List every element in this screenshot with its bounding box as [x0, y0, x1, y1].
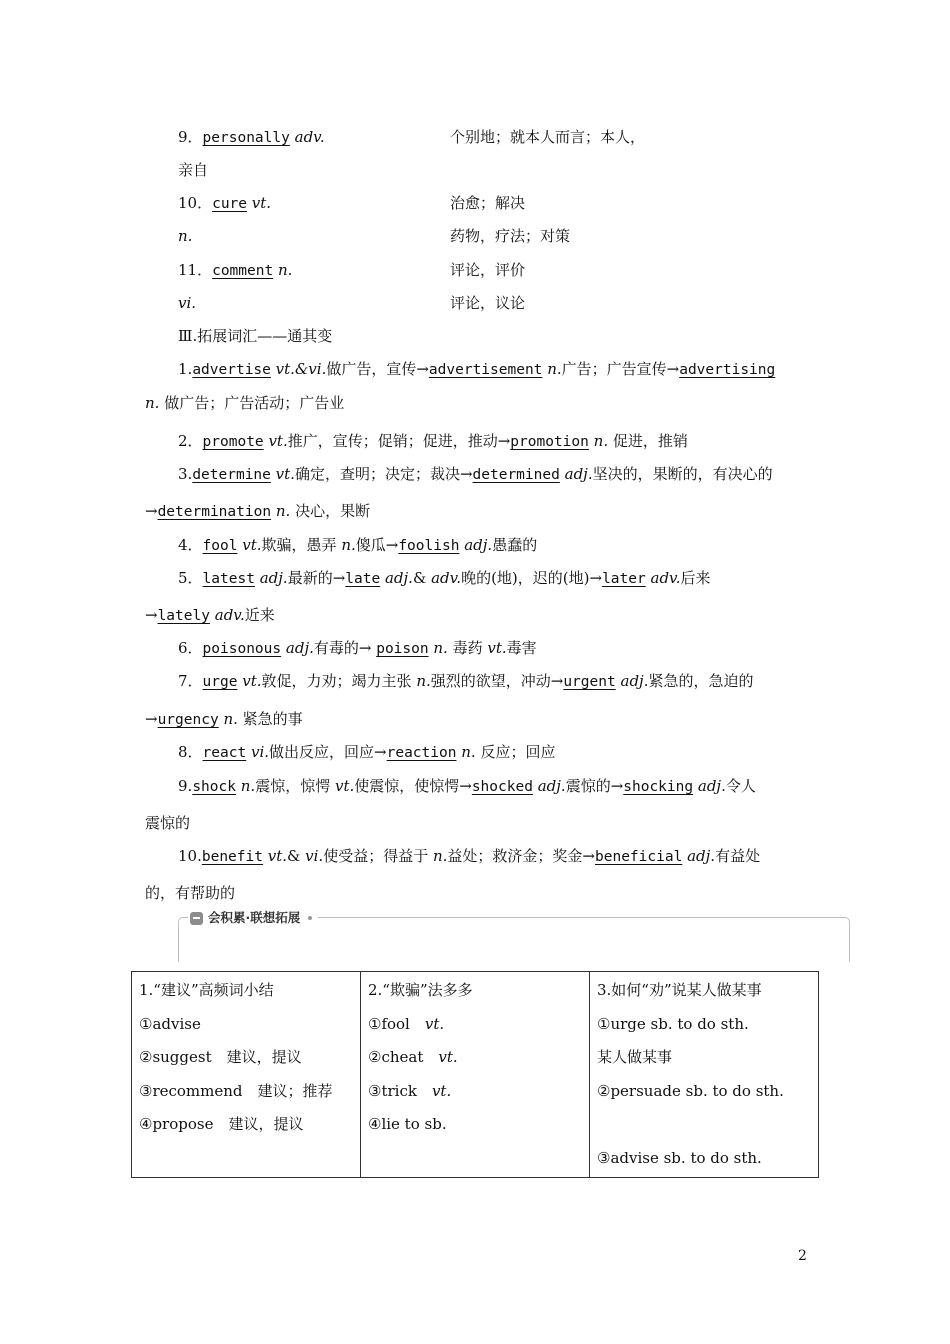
ext-item-9-cont — [145, 812, 190, 834]
table-cell-advise — [132, 972, 361, 1178]
definition-text: 做出反应，回应→ — [269, 743, 387, 761]
vocab-9-line: 9．personally adv. — [178, 128, 325, 146]
vocab-10-meaning2: 药物，疗法；对策 — [450, 227, 571, 245]
vocab-word: promote — [202, 434, 264, 450]
table-cell-line: ③advise sb. to do sth. — [597, 1148, 762, 1167]
part-of-speech: adj. — [620, 672, 649, 690]
table-cell-line: ②cheat vt. — [368, 1048, 458, 1066]
ext-item-9 — [178, 775, 756, 798]
definition-text: 促进，推销 — [608, 432, 688, 450]
definition-text: → — [145, 710, 158, 728]
vocab-10-pos2: n. — [178, 227, 193, 245]
table-cell-line: ①advise — [139, 1014, 201, 1033]
definition-text: 紧急的，急迫的 — [648, 672, 754, 690]
definition-text: 7． — [178, 672, 203, 690]
vocab-word: urgency — [157, 712, 219, 728]
ext-item-1 — [178, 358, 775, 381]
vocab-11-meaning2: 评论，议论 — [450, 294, 526, 312]
vocab-word: latest — [202, 571, 255, 587]
definition-text: 反应；回应 — [475, 743, 556, 761]
table-cell-deceive — [361, 972, 590, 1178]
table-cell-line: ③trick vt. — [368, 1081, 452, 1100]
part-of-speech: n. — [275, 502, 291, 520]
table-cell-line: ④propose 建议，提议 — [139, 1115, 304, 1133]
definition-text: 坚决的，果断的，有决心的 — [592, 465, 773, 483]
definition-text: 欺骗，愚弄 — [261, 536, 342, 554]
section-icon — [190, 912, 203, 925]
table-cell-line: ①fool vt. — [368, 1014, 445, 1033]
definition-text: 有毒的→ — [313, 639, 377, 657]
vocab-word: urge — [202, 674, 238, 690]
table-cell-line: ②suggest 建议，提议 — [139, 1048, 302, 1066]
vocab-word: determined — [472, 467, 560, 483]
table-cell-line: ④lie to sb. — [368, 1115, 447, 1133]
ext-item-3-cont — [145, 500, 370, 523]
part-of-speech: vt.&vi. — [275, 360, 327, 378]
part-of-speech: adv. — [214, 606, 245, 624]
definition-text: 近来 — [244, 606, 275, 624]
definition-text: 晚的(地)，迟的(地)→ — [461, 569, 603, 587]
definition-text: 10. — [178, 847, 202, 865]
part-of-speech: n. — [433, 639, 448, 657]
definition-text: 傻瓜→ — [355, 536, 399, 554]
ext-item-8 — [178, 741, 555, 764]
part-of-speech: n. — [593, 432, 609, 450]
ext-item-1-cont — [145, 392, 344, 414]
part-of-speech: vt. — [267, 847, 288, 865]
section-box-title — [188, 908, 318, 928]
vocab-word: foolish — [398, 538, 460, 554]
section3-title: Ⅲ.拓展词汇——通其变 — [178, 327, 333, 345]
definition-text: 使受益；得益于 — [323, 847, 433, 865]
ext-item-10-cont — [145, 882, 235, 904]
part-of-speech: vt. — [268, 432, 288, 450]
part-of-speech: vi. — [305, 847, 324, 865]
definition-text: 使震惊，使惊愕→ — [354, 777, 472, 795]
ext-item-7-cont — [145, 708, 303, 731]
ext-item-5 — [178, 567, 711, 590]
definition-text: 愚蠢的 — [492, 536, 538, 554]
definition-text: 5． — [178, 569, 203, 587]
dot-icon — [308, 916, 312, 920]
part-of-speech: adj. — [537, 777, 566, 795]
section-box-title-text: 会积累·联想拓展 — [208, 910, 301, 925]
vocab-word: beneficial — [595, 849, 683, 865]
vocab-word: shocked — [471, 779, 533, 795]
part-of-speech: vt. — [334, 777, 355, 795]
part-of-speech: adv. — [650, 569, 681, 587]
definition-text: 有益处 — [715, 847, 761, 865]
table-cell-line: 2.“欺骗”法多多 — [368, 981, 473, 999]
definition-text: → — [145, 502, 158, 520]
definition-text: 广告；广告宣传→ — [561, 360, 680, 378]
part-of-speech: n. — [547, 360, 562, 378]
definition-text: 震惊，惊愕 — [255, 777, 335, 795]
definition-text: 强烈的欲望，冲动→ — [430, 672, 564, 690]
ext-item-6 — [178, 637, 537, 660]
definition-text: 震惊的→ — [565, 777, 624, 795]
definition-text: 2． — [178, 432, 203, 450]
definition-text: 3. — [178, 465, 193, 483]
part-of-speech: adj. — [687, 847, 716, 865]
part-of-speech: adj. — [285, 639, 314, 657]
part-of-speech: vt. — [242, 672, 262, 690]
vocab-word: shocking — [623, 779, 694, 795]
vocab-word: advertising — [679, 362, 776, 378]
definition-text: 推广，宣传；促销；促进，推动→ — [287, 432, 511, 450]
vocab-11-pos2: vi. — [178, 294, 197, 312]
part-of-speech: vt. — [242, 536, 262, 554]
part-of-speech: n. — [432, 847, 448, 865]
ext-item-5-cont — [145, 604, 275, 627]
definition-text: 做广告，宣传→ — [326, 360, 429, 378]
definition-text: 8． — [178, 743, 203, 761]
definition-text: 的，有帮助的 — [145, 884, 236, 902]
definition-text: 益处；救济金；奖金→ — [447, 847, 595, 865]
ext-item-4 — [178, 534, 537, 557]
definition-text: 最新的→ — [287, 569, 346, 587]
vocab-word: lately — [157, 608, 210, 624]
definition-text: 震惊的 — [145, 814, 191, 832]
part-of-speech: n. — [240, 777, 256, 795]
part-of-speech: n. — [461, 743, 476, 761]
table-cell-line: 某人做某事 — [597, 1048, 673, 1066]
definition-text: 9. — [178, 777, 193, 795]
vocab-word: benefit — [201, 849, 263, 865]
part-of-speech: n. — [341, 536, 356, 554]
part-of-speech: adj. — [259, 569, 288, 587]
table-cell-line: 3.如何“劝”说某人做某事 — [597, 981, 762, 999]
vocab-10-line: 10．cure vt. — [178, 194, 272, 212]
vocab-word: reaction — [386, 745, 457, 761]
definition-text: & — [412, 569, 432, 587]
table-cell-line: ①urge sb. to do sth. — [597, 1014, 749, 1033]
part-of-speech: vi. — [250, 743, 270, 761]
definition-text: 后来 — [680, 569, 711, 587]
vocab-word: shock — [192, 779, 236, 795]
ext-item-10 — [178, 845, 760, 868]
definition-text: 紧急的事 — [237, 710, 303, 728]
table-cell-persuade — [590, 972, 819, 1178]
part-of-speech: n. — [416, 672, 431, 690]
part-of-speech: adj. — [697, 777, 726, 795]
part-of-speech: vt. — [275, 465, 295, 483]
vocab-word: urgent — [563, 674, 616, 690]
definition-text: 4． — [178, 536, 203, 554]
page-number: 2 — [798, 1248, 807, 1264]
definition-text: 敦促，力劝；竭力主张 — [261, 672, 417, 690]
vocab-word: determination — [157, 504, 272, 520]
part-of-speech: n. — [145, 394, 160, 412]
vocab-word: later — [602, 571, 646, 587]
vocab-word: determine — [192, 467, 271, 483]
part-of-speech: n. — [223, 710, 238, 728]
vocab-11-meaning: 评论，评价 — [450, 261, 526, 279]
part-of-speech: adj. — [464, 536, 493, 554]
definition-text: 决心，果断 — [290, 502, 371, 520]
vocab-word: advertise — [192, 362, 271, 378]
definition-text: 毒药 — [447, 639, 488, 657]
vocab-word: advertisement — [428, 362, 543, 378]
vocab-word: promotion — [510, 434, 589, 450]
definition-text: → — [145, 606, 158, 624]
vocab-word: late — [345, 571, 381, 587]
table-cell-line — [597, 1108, 811, 1142]
definition-text: 令人 — [725, 777, 756, 795]
vocab-10-meaning: 治愈；解决 — [450, 194, 526, 212]
definition-text: 毒害 — [506, 639, 537, 657]
table-cell-line: ③recommend 建议；推荐 — [139, 1081, 333, 1100]
ext-item-2 — [178, 430, 688, 453]
part-of-speech: vt. — [487, 639, 507, 657]
definition-text: 确定，查明；决定；裁决→ — [294, 465, 473, 483]
part-of-speech: adv. — [431, 569, 462, 587]
definition-text: & — [287, 847, 306, 865]
ext-item-3 — [178, 463, 773, 486]
definition-text: 1. — [178, 360, 193, 378]
table-cell-line: 1.“建议”高频词小结 — [139, 981, 274, 999]
table-cell-line: ②persuade sb. to do sth. — [597, 1081, 784, 1100]
part-of-speech: adj. — [384, 569, 413, 587]
vocab-word: poison — [376, 641, 429, 657]
definition-text: 做广告；广告活动；广告业 — [159, 394, 345, 412]
vocab-word: react — [202, 745, 247, 761]
vocab-word: fool — [202, 538, 238, 554]
vocab-9-cont: 亲自 — [178, 161, 209, 179]
definition-text: 6． — [178, 639, 203, 657]
summary-table — [131, 971, 819, 1178]
vocab-11-line: 11．comment n. — [178, 261, 293, 279]
vocab-word: poisonous — [202, 641, 282, 657]
ext-item-7 — [178, 670, 753, 693]
part-of-speech: adj. — [564, 465, 593, 483]
vocab-9-meaning: 个别地；就本人而言；本人， — [450, 128, 646, 146]
